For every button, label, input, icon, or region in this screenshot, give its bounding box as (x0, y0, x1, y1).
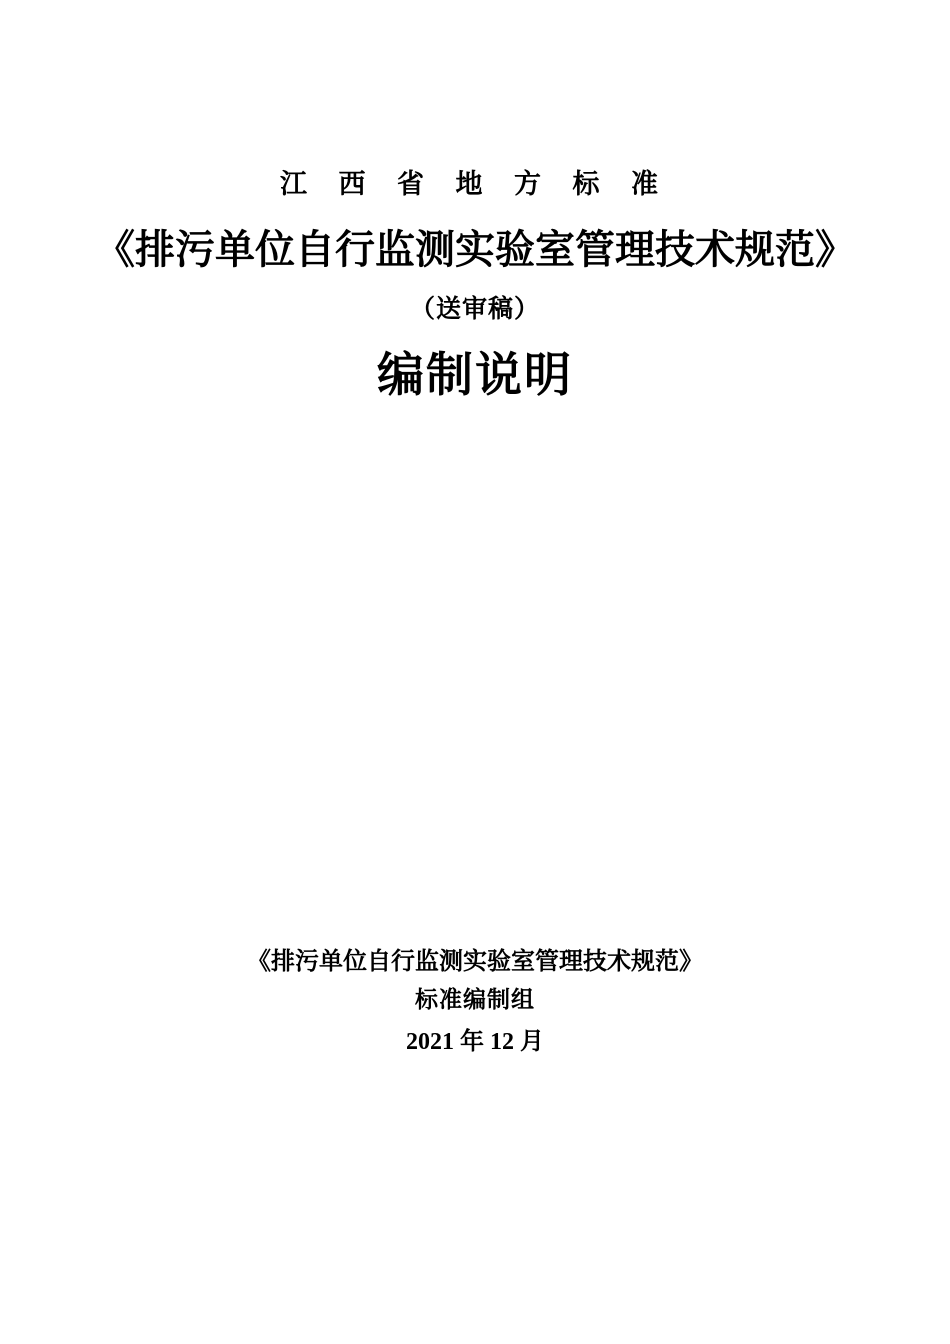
drafting-group-label: 标准编制组 (415, 987, 535, 1012)
document-title: 《排污单位自行监测实验室管理技术规范》 (95, 228, 855, 272)
draft-stage-label: （送审稿） (409, 296, 540, 323)
document-subtitle: 编制说明 (377, 348, 573, 401)
publication-date: 2021 年 12 月 (406, 1029, 544, 1055)
footer-standard-title: 《排污单位自行监测实验室管理技术规范》 (247, 949, 703, 975)
standard-type-line: 江 西 省 地 方 标 准 (279, 169, 670, 199)
